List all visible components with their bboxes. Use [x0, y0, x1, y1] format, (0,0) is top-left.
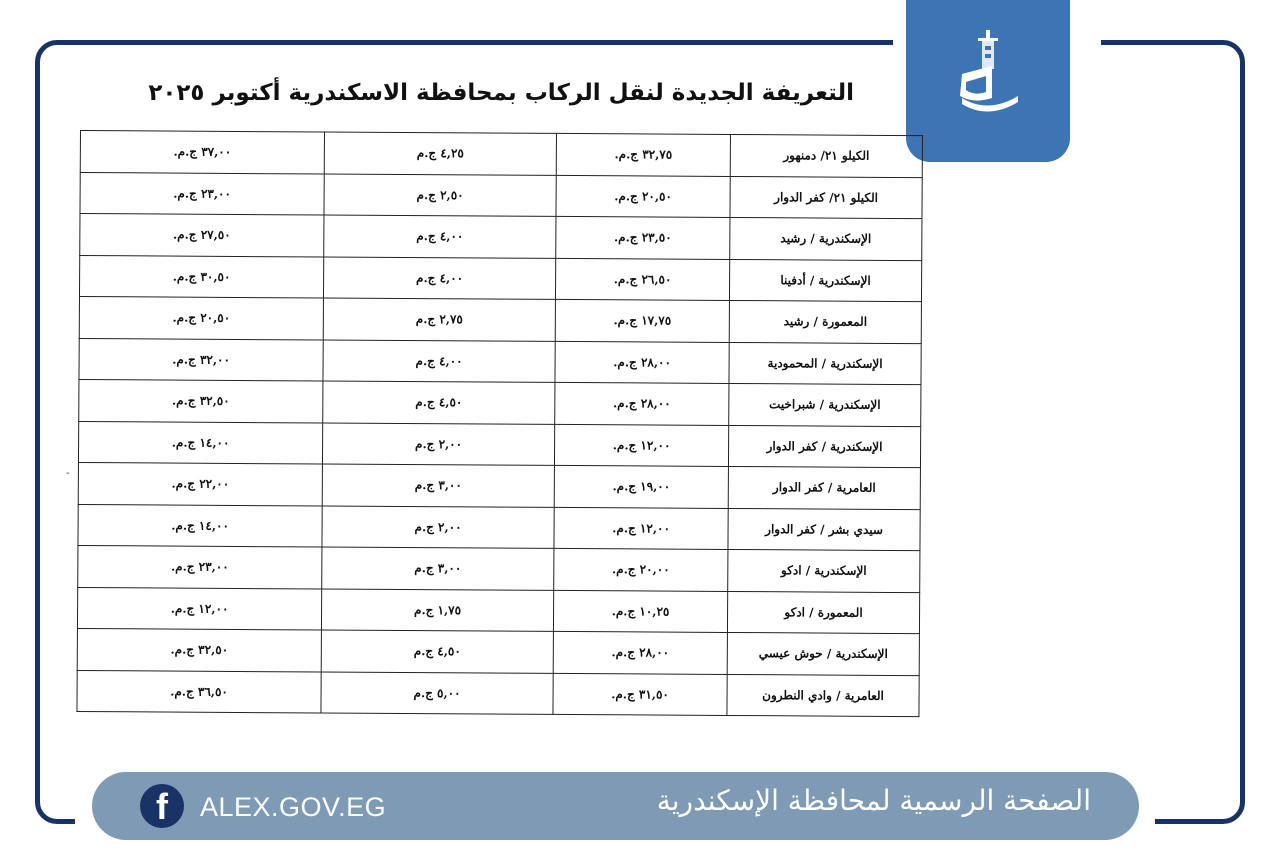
new-fare-cell: ٣٧,٠٠ ج.م. [80, 131, 324, 174]
new-fare-cell: ٢٣,٠٠ ج.م. [78, 545, 322, 588]
table-row [79, 296, 921, 343]
table-row [77, 628, 919, 675]
route-cell: العامرية / كفر الدوار [728, 466, 920, 509]
page-title: التعريفة الجديدة لنقل الركاب بمحافظة الاسكندرية أكتوبر ٢٠٢٥ [148, 80, 854, 106]
table-row [79, 255, 921, 302]
table-row [78, 504, 920, 551]
route-cell: الإسكندرية / المحمودية [729, 342, 921, 385]
fare-cell: ٢٠,٥٠ ج.م. [556, 175, 730, 218]
increase-cell: ٤,٢٥ ج.م [324, 132, 556, 175]
increase-cell: ٤,٠٠ ج.م [323, 256, 555, 299]
route-cell: سيدي بشر / كفر الدوار [728, 508, 920, 551]
route-cell: المعمورة / ادكو [727, 591, 919, 634]
increase-cell: ٣,٠٠ ج.م [322, 547, 554, 590]
table-row [80, 214, 922, 261]
route-cell: الإسكندرية / شبراخيت [729, 383, 921, 426]
route-cell: المعمورة / رشيد [729, 300, 921, 343]
new-fare-cell: ١٤,٠٠ ج.م. [78, 421, 322, 464]
new-fare-cell: ١٢,٠٠ ج.م. [77, 587, 321, 630]
fare-cell: ٢٣,٥٠ ج.م. [556, 216, 730, 259]
increase-cell: ٤,٠٠ ج.م [323, 339, 555, 382]
increase-cell: ٤,٥٠ ج.م [323, 381, 555, 424]
table-row [78, 462, 920, 509]
table-row [78, 421, 920, 468]
new-fare-cell: ٢٢,٠٠ ج.م. [78, 462, 322, 505]
fare-cell: ٢٨,٠٠ ج.م. [555, 382, 729, 425]
increase-cell: ٢,٠٠ ج.م [322, 422, 554, 465]
table-row [77, 587, 919, 634]
table-row [79, 379, 921, 426]
route-cell: الكيلو ٢١/ كفر الدوار [730, 176, 922, 219]
fare-cell: ٣٢,٧٥ ج.م. [556, 133, 730, 176]
lighthouse-logo-icon [952, 26, 1024, 116]
increase-cell: ٥,٠٠ ج.م [321, 671, 553, 714]
route-cell: العامرية / وادي النطرون [727, 674, 919, 717]
new-fare-cell: ٣٢,٥٠ ج.م. [79, 379, 323, 422]
new-fare-cell: ٣٦,٥٠ ج.م. [77, 670, 321, 713]
new-fare-cell: ٢٣,٠٠ ج.م. [80, 172, 324, 215]
fare-cell: ١٠,٢٥ ج.م. [553, 590, 727, 633]
route-cell: الإسكندرية / كفر الدوار [728, 425, 920, 468]
increase-cell: ٢,٠٠ ج.م [322, 505, 554, 548]
new-fare-cell: ٣٠,٥٠ ج.م. [79, 255, 323, 298]
route-cell: الكيلو ٢١/ دمنهور [730, 134, 922, 177]
facebook-icon[interactable]: f [140, 784, 184, 828]
fare-cell: ١٢,٠٠ ج.م. [554, 507, 728, 550]
increase-cell: ٤,٠٠ ج.م [324, 215, 556, 258]
table-row [79, 338, 921, 385]
route-cell: الإسكندرية / حوش عيسي [727, 632, 919, 675]
official-page-label: الصفحة الرسمية لمحافظة الإسكندرية [656, 784, 1091, 817]
increase-cell: ١,٧٥ ج.م [321, 588, 553, 631]
fare-cell: ٢٦,٥٠ ج.م. [555, 258, 729, 301]
increase-cell: ٢,٥٠ ج.م [324, 173, 556, 216]
fare-cell: ١٧,٧٥ ج.م. [555, 299, 729, 342]
footer-bar [92, 772, 1139, 840]
route-cell: الإسكندرية / أدفينا [729, 259, 921, 302]
new-fare-cell: ٣٢,٠٠ ج.م. [79, 338, 323, 381]
increase-cell: ٢,٧٥ ج.م [323, 298, 555, 341]
new-fare-cell: ٣٢,٥٠ ج.م. [77, 628, 321, 671]
route-cell: الإسكندرية / ادكو [728, 549, 920, 592]
new-fare-cell: ٢٠,٥٠ ج.م. [79, 296, 323, 339]
scan-mark: - [66, 468, 70, 479]
fare-table [76, 130, 923, 717]
fare-cell: ٢٨,٠٠ ج.م. [553, 631, 727, 674]
fare-table-wrapper [76, 130, 923, 717]
fare-cell: ١٩,٠٠ ج.م. [554, 465, 728, 508]
increase-cell: ٣,٠٠ ج.م [322, 464, 554, 507]
table-row [80, 172, 922, 219]
fare-cell: ٢٠,٠٠ ج.م. [554, 548, 728, 591]
new-fare-cell: ٢٧,٥٠ ج.م. [80, 214, 324, 257]
increase-cell: ٤,٥٠ ج.م [321, 630, 553, 673]
table-row [77, 670, 919, 717]
new-fare-cell: ١٤,٠٠ ج.م. [78, 504, 322, 547]
governorate-logo [906, 0, 1070, 162]
fare-cell: ١٢,٠٠ ج.م. [554, 424, 728, 467]
table-row [80, 131, 922, 178]
fare-cell: ٢٨,٠٠ ج.م. [555, 341, 729, 384]
table-row [78, 545, 920, 592]
website-link[interactable]: ALEX.GOV.EG [200, 792, 387, 822]
fare-cell: ٣١,٥٠ ج.م. [553, 673, 727, 716]
route-cell: الإسكندرية / رشيد [730, 217, 922, 260]
